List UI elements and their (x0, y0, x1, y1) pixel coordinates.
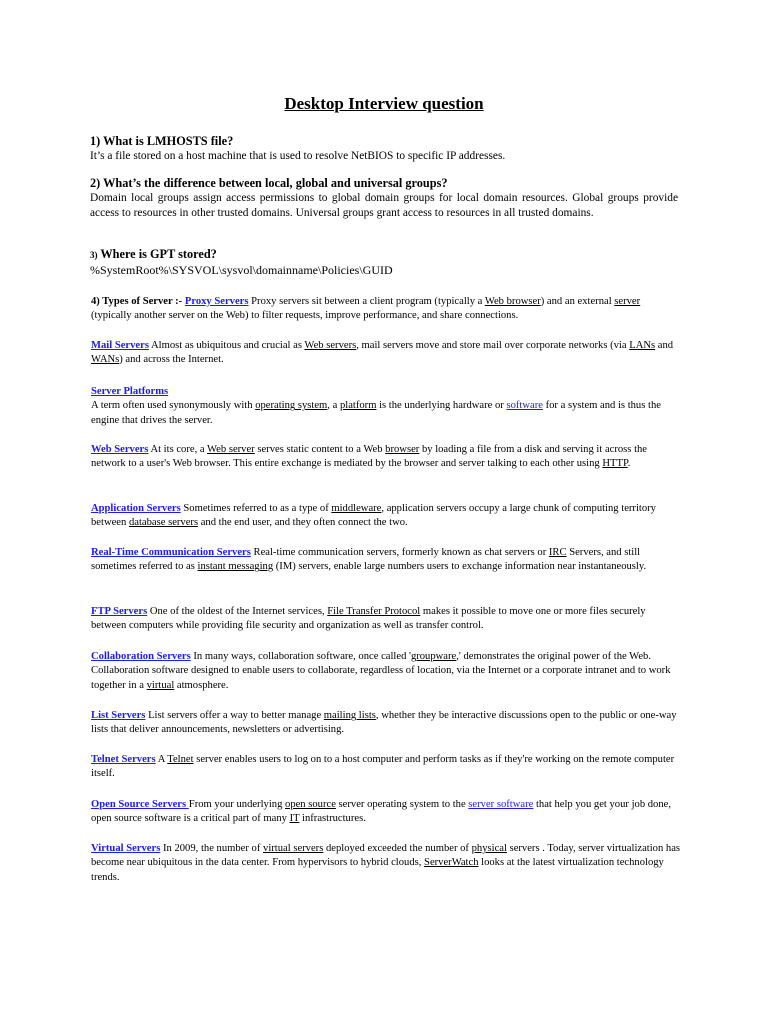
mail-text-4: ) and across the Internet. (119, 354, 224, 366)
web-browser-link[interactable]: Web browser (484, 296, 541, 307)
web-servers-heading-link[interactable]: Web Servers (91, 444, 149, 455)
platform-link[interactable]: platform (339, 400, 377, 412)
virtual-text-4: looks at the latest virtualization technology trends. (91, 857, 664, 883)
open-source-servers-link[interactable]: Open Source Servers (91, 799, 189, 810)
collaboration-servers-link[interactable]: Collaboration Servers (91, 651, 191, 662)
serverwatch-link[interactable]: ServerWatch (424, 857, 479, 869)
platforms-text-4: for a system and is thus the engine that drives the server. (91, 400, 661, 426)
question-3-number: 3) (90, 250, 98, 260)
rtc-text-2: Servers, and still sometimes referred to as (91, 547, 641, 573)
server-link[interactable]: server (614, 296, 641, 307)
list-text-1: List servers offer a way to better manage (145, 710, 324, 721)
web-text-2: serves static content to a Web (254, 444, 386, 455)
virtual-servers-link[interactable]: virtual servers (263, 843, 324, 854)
question-3-label: Where is GPT stored? (97, 247, 217, 261)
question-1-text: 1) What is LMHOSTS file? (90, 134, 234, 148)
proxy-text-1: Proxy servers sit between a client program (typically a (248, 296, 485, 307)
web-text-1: At its core, a (148, 444, 208, 455)
answer-2-text: Domain local groups assign access permissions to global domain groups for local domain resources. Global groups provide access to resources in other trusted domains. Universal groups grant access to resources in all trusted domains. (90, 192, 678, 219)
server-list (91, 709, 681, 738)
opensource-text-2: server operating system to the (335, 799, 469, 810)
app-text-1: Sometimes referred to as a type of (180, 503, 332, 514)
mail-text-1: Almost as ubiquitous and crucial as (148, 340, 305, 351)
mail-servers-link[interactable]: Mail Servers (91, 340, 149, 351)
virtual-link[interactable]: virtual (146, 679, 175, 691)
question-2-text: 2) What’s the difference between local, global and universal groups? (90, 176, 448, 190)
platforms-text-3: is the underlying hardware or (376, 400, 507, 412)
instant-messaging-link[interactable]: instant messaging (197, 561, 274, 573)
collab-text-3: atmosphere. (174, 679, 229, 691)
web-servers-link[interactable]: Web servers (304, 340, 357, 351)
server-mail (91, 339, 681, 368)
telnet-text-1: A (155, 754, 168, 765)
server-web (91, 443, 681, 472)
web-text-3: by loading a file from a disk and serving it across the network to a user's Web browser. This entire exchange is mediated by the browser and server talking to each other using (91, 444, 648, 470)
server-proxy (91, 295, 681, 324)
mail-text-2: , mail servers move and store mail over corporate networks (via (356, 340, 630, 351)
operating-system-link[interactable]: operating system (255, 400, 328, 412)
server-platforms-link[interactable]: Server Platforms (91, 386, 169, 397)
proxy-text-3: (typically another server on the Web) to filter requests, improve performance, and share connections. (91, 310, 519, 322)
app-text-3: and the end user, and they often connect the two. (198, 517, 408, 529)
mailing-lists-link[interactable]: mailing lists (323, 710, 376, 721)
browser-link[interactable]: browser (385, 444, 420, 455)
virtual-text-3: servers . Today, server virtualization has become near ubiquitous in the data center. From hypervisors to hybrid clouds, (91, 843, 681, 869)
web-server-link[interactable]: Web server (207, 444, 255, 455)
platforms-text-2: , a (327, 400, 340, 412)
physical-link[interactable]: physical (471, 843, 507, 854)
mail-text-3: and (655, 340, 674, 351)
app-text-2: , application servers occupy a large chunk of computing territory between (91, 503, 656, 529)
telnet-servers-link[interactable]: Telnet Servers (91, 754, 156, 765)
list-servers-link[interactable]: List Servers (91, 710, 146, 721)
question-2 (90, 176, 678, 221)
ftp-text-2: makes it possible to move one or more files securely between computers while providing file security and organization as well as transfer control. (91, 606, 646, 632)
it-link[interactable]: IT (289, 813, 300, 825)
rtc-text-1: Real-time communication servers, formerly known as chat servers or (250, 547, 549, 558)
ftp-text-1: One of the oldest of the Internet services, (147, 606, 328, 617)
question-3 (90, 247, 678, 278)
proxy-servers-link[interactable]: Proxy Servers (184, 296, 249, 307)
server-collaboration (91, 650, 681, 693)
list-text-2: , whether they be interactive discussions open to the public or one-way lists that deliver announcements, newsletters or advertising. (91, 710, 677, 736)
database-servers-link[interactable]: database servers (128, 517, 199, 529)
ftp-servers-link[interactable]: FTP Servers (91, 606, 148, 617)
collab-text-1: In many ways, collaboration software, once called ' (190, 651, 411, 662)
open-source-link[interactable]: open source (285, 799, 336, 810)
telnet-text-2: server enables users to log on to a host computer and perform tasks as if they're working on the remote computer itself. (91, 754, 675, 780)
wans-link[interactable]: WANs (91, 354, 120, 366)
groupware-link[interactable]: groupware (410, 651, 457, 662)
server-virtual (91, 842, 681, 885)
platforms-text-1: A term often used synonymously with (91, 400, 256, 412)
opensource-text-1: From your underlying (188, 799, 286, 810)
page-title: Desktop Interview question (284, 94, 484, 113)
application-servers-link[interactable]: Application Servers (91, 503, 181, 514)
server-open-source (91, 798, 681, 827)
collab-text-2: ,' demonstrates the original power of the Web. Collaboration software designed to enable users to collaborate, regardless of location, via the Internet or a corporate intranet and to work together in a (91, 651, 671, 691)
types-of-server-label: 4) Types of Server :- (91, 296, 185, 307)
middleware-link[interactable]: middleware (331, 503, 382, 514)
question-1 (90, 134, 678, 164)
opensource-text-3: that help you get your job done, open source software is a critical part of many (91, 799, 672, 825)
question-3-text (90, 247, 678, 263)
virtual-servers-heading-link[interactable]: Virtual Servers (91, 843, 161, 854)
virtual-text-1: In 2009, the number of (160, 843, 264, 854)
server-telnet (91, 753, 681, 782)
server-rtc (91, 546, 681, 575)
server-platforms (91, 385, 681, 428)
software-link[interactable]: software (506, 400, 543, 412)
server-software-link[interactable]: server software (468, 799, 534, 810)
http-link[interactable]: HTTP (602, 458, 628, 470)
file-transfer-protocol-link[interactable]: File Transfer Protocol (327, 606, 421, 617)
irc-link[interactable]: IRC (548, 547, 567, 558)
rtc-servers-link[interactable]: Real-Time Communication Servers (91, 547, 251, 558)
virtual-text-2: deployed exceeded the number of (323, 843, 472, 854)
server-application (91, 502, 681, 531)
telnet-link[interactable]: Telnet (167, 754, 194, 765)
proxy-text-2: ) and an external (540, 296, 615, 307)
rtc-text-3: (IM) servers, enable large numbers users to exchange information near instantaneously. (273, 561, 647, 573)
answer-1-text: It’s a file stored on a host machine that is used to resolve NetBIOS to specific IP addresses. (90, 150, 506, 162)
server-ftp (91, 605, 681, 634)
lans-link[interactable]: LANs (629, 340, 656, 351)
opensource-text-4: infrastructures. (299, 813, 366, 825)
answer-3-text: %SystemRoot%\SYSVOL\sysvol\domainname\Policies\GUID (90, 263, 393, 277)
web-text-4: . (627, 458, 631, 470)
